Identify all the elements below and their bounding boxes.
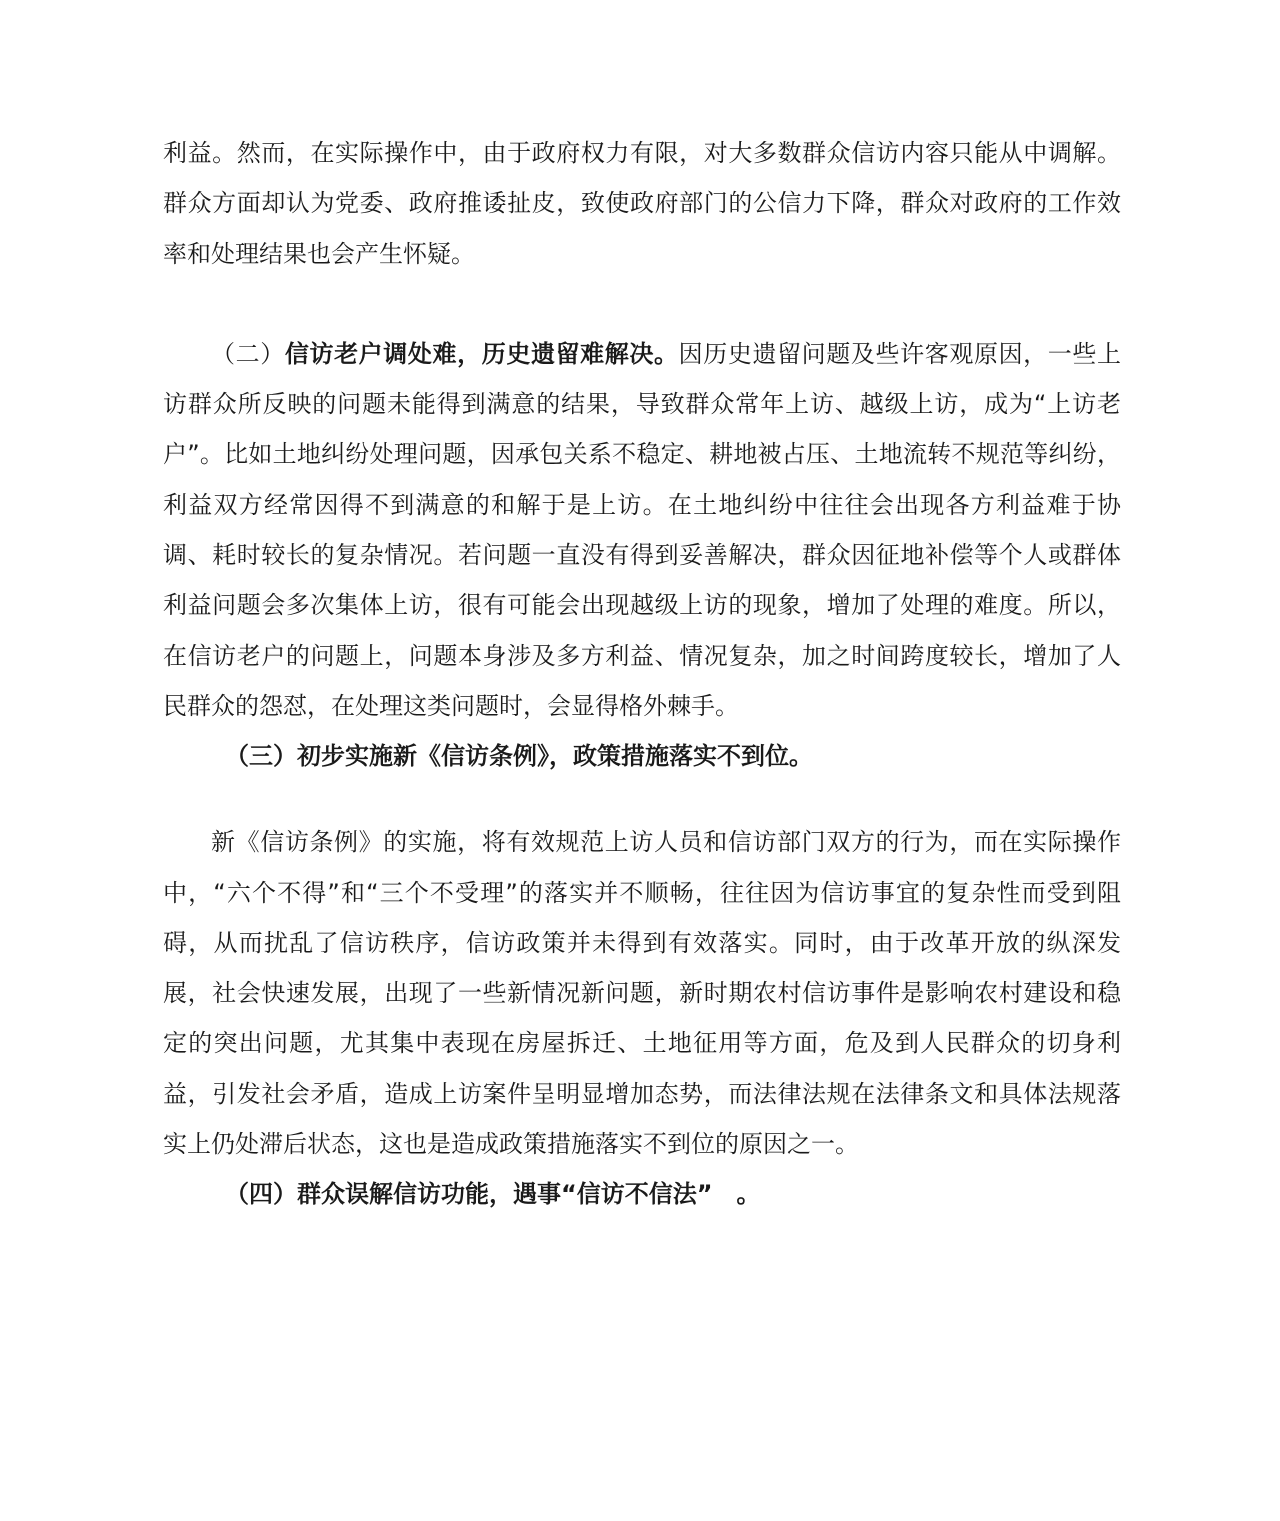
document-page xyxy=(163,128,1121,1219)
paragraph-1: 利益。然而，在实际操作中，由于政府权力有限，对大多数群众信访内容只能从中调解。群众方面却认为党委、政府推诿扯皮，致使政府部门的公信力下降，群众对政府的工作效率和处理结果也会产生怀疑。 xyxy=(163,139,1121,268)
section-3-heading: （三）初步实施新《信访条例》，政策措施落实不到位。 xyxy=(225,742,813,771)
section-3-body: 新《信访条例》的实施，将有效规范上访人员和信访部门双方的行为，而在实际操作中，“六个不得”和“三个不受理”的落实并不顺畅，往往因为信访事宜的复杂性而受到阻碍，从而扰乱了信访秩序，信访政策并未得到有效落实。同时，由于改革开放的纵深发展，社会快速发展，出现了一些新情况新问题，新时期农村信访事件是影响农村建设和稳定的突出问题，尤其集中表现在房屋拆迁、土地征用等方面，危及到人民群众的切身利益，引发社会矛盾，造成上访案件呈明显增加态势，而法律法规在法律条文和具体法规落实上仍处滞后状态，这也是造成政策措施落实不到位的原因之一。 xyxy=(163,828,1121,1159)
section-2-paragraph xyxy=(163,329,1121,731)
section-2-title: 信访老户调处难，历史遗留难解决。 xyxy=(284,339,679,368)
section-2-number: （二） xyxy=(211,339,285,368)
section-4-heading: （四）群众误解信访功能，遇事“信访不信法” 。 xyxy=(225,1180,761,1209)
section-2-body: 因历史遗留问题及些许客观原因，一些上访群众所反映的问题未能得到满意的结果，导致群众常年上访、越级上访，成为“上访老户”。比如土地纠纷处理问题，因承包关系不稳定、耕地被占压、土地流转不规范等纠纷，利益双方经常因得不到满意的和解于是上访。在土地纠纷中往往会出现各方利益难于协调、耗时较长的复杂情况。若问题一直没有得到妥善解决，群众因征地补偿等个人或群体利益问题会多次集体上访，很有可能会出现越级上访的现象，增加了处理的难度。所以，在信访老户的问题上，问题本身涉及多方利益、情况复杂，加之时间跨度较长，增加了人民群众的怨怼，在处理这类问题时，会显得格外棘手。 xyxy=(163,339,1122,720)
